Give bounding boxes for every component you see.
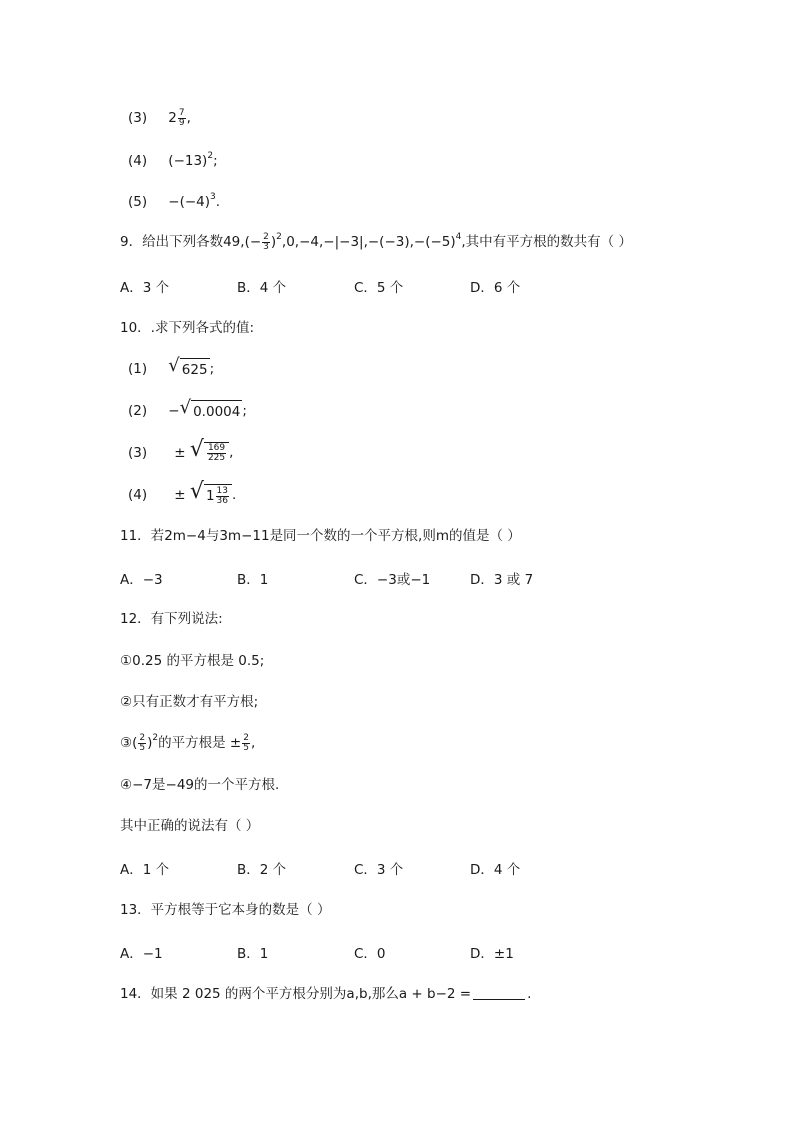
question-13: 13．平方根等于它本身的数是（ ）	[120, 902, 331, 918]
q12-statement-4: ④−7是−49的一个平方根.	[120, 777, 280, 793]
square-root: √ 1 $\frac{13}{36}$	[190, 484, 232, 506]
q10-part-3: (3) ± √ $\frac{169}{225}$ ,	[128, 437, 234, 463]
answer-blank[interactable]	[473, 999, 525, 1000]
q10-part-2: (2) − √ 0.0004 ;	[128, 397, 247, 420]
square-root: √ $\frac{169}{225}$	[190, 442, 229, 463]
question-14: 14．如果 2 025 的两个平方根分别为a,b,那么a + b−2 = .	[120, 986, 532, 1002]
q9-option-a: A．3 个	[120, 280, 170, 296]
question-9: 9．给出下列各数49,(− $\frac{2}{3}$ )$^2,0,-4,-|-3|,-(-3),-(-5)^4$,其中有平方根的数共有（ ）	[120, 231, 632, 252]
sub-item-label: (3)	[128, 110, 148, 126]
q9-option-c: C．5 个	[354, 280, 404, 296]
sub-item-5: $(5) -(-4)^3$.	[128, 192, 221, 210]
q13-option-a: A．−1	[120, 946, 163, 962]
q12-option-a: A．1 个	[120, 862, 170, 878]
q10-part-4: (4) ± √ 1 $\frac{13}{36}$ .	[128, 479, 237, 506]
mixed-number-whole: 2	[168, 110, 177, 126]
fraction: $\frac{7}{9}$	[178, 107, 185, 128]
q13-option-c: C．0	[354, 946, 386, 962]
square-root: √ 625	[168, 355, 208, 378]
q11-option-b: B．1	[237, 572, 269, 588]
question-10-title: 10．.求下列各式的值:	[120, 320, 255, 336]
fraction: $\frac{2}{3}$	[263, 231, 269, 252]
q13-option-d: D．±1	[470, 946, 514, 962]
sub-item-4: (4) $(-13)^2$;	[128, 151, 218, 169]
question-12-title: 12．有下列说法:	[120, 611, 223, 627]
q9-option-d: D．6 个	[470, 280, 521, 296]
q9-option-b: B．4 个	[237, 280, 287, 296]
q13-option-b: B．1	[237, 946, 269, 962]
q12-statement-3: ③( $\frac{2}{5}$ )$^2$的平方根是 ± $\frac{2}{5}$ ,	[120, 732, 256, 753]
sub-item-label: (5)	[128, 194, 148, 210]
square-root: √ 0.0004	[179, 397, 241, 420]
sub-item-3: (3) 2 $\frac{7}{9}$ ,	[128, 107, 191, 128]
expression: (−13)	[168, 153, 208, 169]
sub-item-label: (4)	[128, 153, 148, 169]
q12-statement-2: ②只有正数才有平方根;	[120, 694, 259, 710]
q11-option-c: C．−3或−1	[354, 572, 431, 588]
q12-question: 其中正确的说法有（ ）	[120, 818, 260, 834]
q12-option-c: C．3 个	[354, 862, 404, 878]
expression: −(−4)	[168, 194, 211, 210]
q12-option-d: D．4 个	[470, 862, 521, 878]
q11-option-a: A．−3	[120, 572, 163, 588]
q12-statement-1: ①0.25 的平方根是 0.5;	[120, 653, 265, 669]
q11-option-d: D．3 或 7	[470, 572, 534, 588]
question-11: 11．若2m−4与3m−11是同一个数的一个平方根,则m的值是（ ）	[120, 528, 521, 544]
q10-part-1: (1) √ 625 ;	[128, 355, 215, 378]
q12-option-b: B．2 个	[237, 862, 287, 878]
